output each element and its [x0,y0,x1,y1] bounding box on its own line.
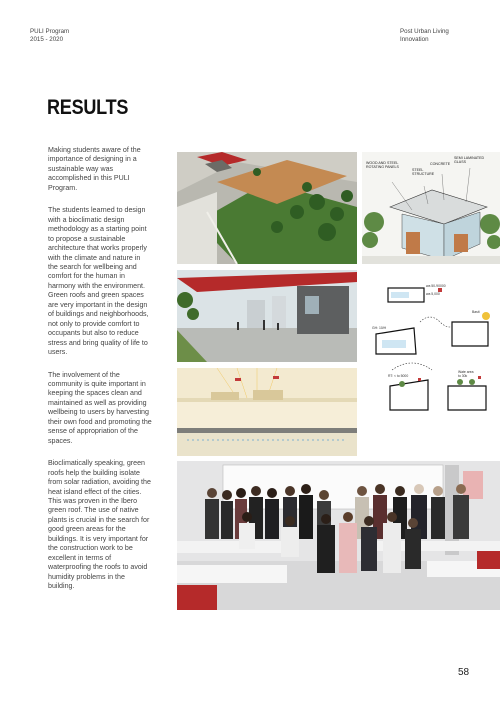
bioclimatic-diagram-image [362,270,500,456]
label-concrete: CONCRETE [430,162,451,166]
diagram-label-a: wa 50-90000 [426,284,446,288]
diagram-label-d: Basit [472,310,480,314]
group-photo-image [177,461,500,610]
street-render-image [177,270,357,362]
page-title: RESULTS [47,96,129,119]
paragraph-2: The students learned to design with a bioclimatic design methodology as a starting point to propose a sustainable architecture that works properly with the climate and nature in the search for wellbeing and comfort for the human in harmony with the environment. Green roofs and green spaces are very important in the design of buildings and neighborhoods, not only to provide comfort to occupants but also to reduce stress and bring quality of life to users. [48,206,149,357]
diagram-label-f: Wate area to 30k [458,370,474,378]
program-years: 2015 - 2020 [30,36,64,43]
label-steel-structure: STEEL STRUCTURE [412,168,435,177]
header-left [30,28,69,44]
paragraph-3: The involvement of the community is quite important in keeping the spaces clean and maintained as well as providing wellbeing to users by harvesting their own food and promoting the sense of appropriation of the spaces. [48,370,152,445]
label-laminated-glass: SEMI LAMINATED GLASS [454,156,485,165]
body-text [48,146,152,604]
paragraph-4: Bioclimatically speaking, green roofs help the building isolate from solar radiation, avoiding the heat island effect of the cities. This was proven in the Ibero green roof. The use of native plants is crucial in the search for good green areas for the buildings. It is very important for the construction work to be excellent in terms of waterproofing the roofs to avoid humidity problems in the building. [48,459,151,591]
header-right [400,28,449,44]
structure-sketch-image [362,152,500,264]
diagram-label-c: GH: 10/H [372,326,387,330]
aerial-render-image [177,152,357,264]
program-name: PULI Program [30,28,70,35]
series-title-line2: Innovation [400,36,429,43]
diagram-label-b: wa 5,000 [426,292,440,296]
series-title-line1: Post Urban Living [400,28,449,35]
diagram-label-e: RT: < to 5000 [388,374,409,378]
paragraph-1: Making students aware of the importance of designing in a sustainable way was accomplished in this PULI Program. [48,146,141,192]
label-rotating-panels: WOOD AND STEEL ROTATING PANELS [366,161,399,170]
page-number: 58 [458,667,470,678]
section-drawing-image [177,368,357,456]
